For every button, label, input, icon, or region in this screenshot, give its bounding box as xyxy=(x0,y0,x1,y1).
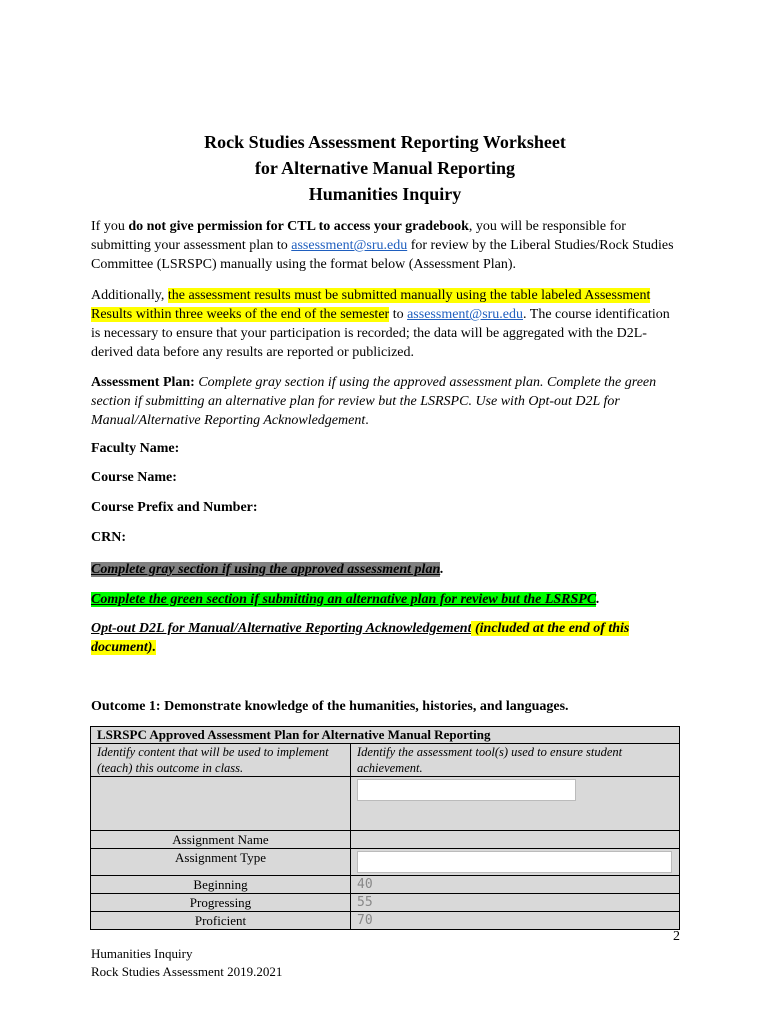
optout-link: Opt-out D2L for Manual/Alternative Reporting Acknowledgement xyxy=(91,621,472,636)
faculty-name-label: Faculty Name: xyxy=(91,441,180,456)
progressing-label: Progressing xyxy=(91,894,351,912)
doc-title-line-1: Rock Studies Assessment Reporting Worksheet xyxy=(204,132,566,152)
doc-title-line-2: for Alternative Manual Reporting xyxy=(254,158,516,178)
footer-line-1: Humanities Inquiry xyxy=(91,946,193,961)
assignment-type-cell xyxy=(351,849,680,876)
outcome-heading: Outcome 1: Demonstrate knowledge of the humanities, histories, and languages. xyxy=(91,699,569,714)
doc-title-line-3: Humanities Inquiry xyxy=(308,184,462,204)
gray-instruction: Complete gray section if using the approved assessment plan. xyxy=(91,562,444,577)
course-prefix-label: Course Prefix and Number: xyxy=(91,500,258,515)
assessment-plan-table xyxy=(90,726,680,930)
assignment-type-input[interactable] xyxy=(357,851,672,873)
optout-instruction: Opt-out D2L for Manual/Alternative Reporting Acknowledgement (included at the end of this document). xyxy=(91,621,630,655)
content-entry-cell[interactable] xyxy=(91,777,351,831)
additional-paragraph: Additionally, the assessment results must be submitted manually using the table labeled Assessment Results within three weeks of the end of the semester to assessment@sru.edu. The course identification is necessary to ensure that your participation is recorded; the data will be aggregated with the D2L-derived data before any results are reported or publicized. xyxy=(91,288,670,360)
tool-entry-cell xyxy=(351,777,680,831)
assignment-name-cell[interactable] xyxy=(351,831,680,849)
progressing-value[interactable]: 55 xyxy=(351,894,680,912)
beginning-value[interactable]: 40 xyxy=(351,876,680,894)
proficient-value[interactable]: 70 xyxy=(351,912,680,930)
assessment-plan-label: Assessment Plan: xyxy=(91,375,195,390)
assignment-type-label: Assignment Type xyxy=(91,849,351,876)
footer-line-2: Rock Studies Assessment 2019.2021 xyxy=(91,964,283,979)
tool-column-header: Identify the assessment tool(s) used to ensure student achievement. xyxy=(351,744,680,777)
course-name-label: Course Name: xyxy=(91,470,177,485)
content-column-header: Identify content that will be used to implement (teach) this outcome in class. xyxy=(91,744,351,777)
crn-label: CRN: xyxy=(91,530,126,545)
table-header: LSRSPC Approved Assessment Plan for Alternative Manual Reporting xyxy=(91,727,680,744)
proficient-label: Proficient xyxy=(91,912,351,930)
email-link[interactable]: assessment@sru.edu xyxy=(291,238,408,253)
intro-paragraph: If you do not give permission for CTL to access your gradebook, you will be responsible for submitting your assessment plan to assessment@sru.edu for review by the Liberal Studies/Rock Studies Committee (LSRSPC) manually using the format below (Assessment Plan). xyxy=(91,219,674,272)
green-instruction: Complete the green section if submitting an alternative plan for review but the LSRSPC. xyxy=(91,592,600,607)
email-link-2[interactable]: assessment@sru.edu xyxy=(407,307,524,322)
assessment-plan-note: Assessment Plan: Complete gray section if using the approved assessment plan. Complete the green section if submitting an alternative plan for review but the LSRSPC. Use with Opt-out D2L for Manual/Alternative Reporting Acknowledgement. xyxy=(91,375,657,428)
assessment-tool-input[interactable] xyxy=(357,779,576,801)
results-highlight: the assessment results must be submitted manually using the table labeled Assessment Results within three weeks of the end of the semester xyxy=(91,288,651,322)
page-number: 2 xyxy=(673,929,680,944)
assignment-name-label: Assignment Name xyxy=(91,831,351,849)
intro-bold: do not give permission for CTL to access your gradebook xyxy=(128,219,469,234)
beginning-label: Beginning xyxy=(91,876,351,894)
